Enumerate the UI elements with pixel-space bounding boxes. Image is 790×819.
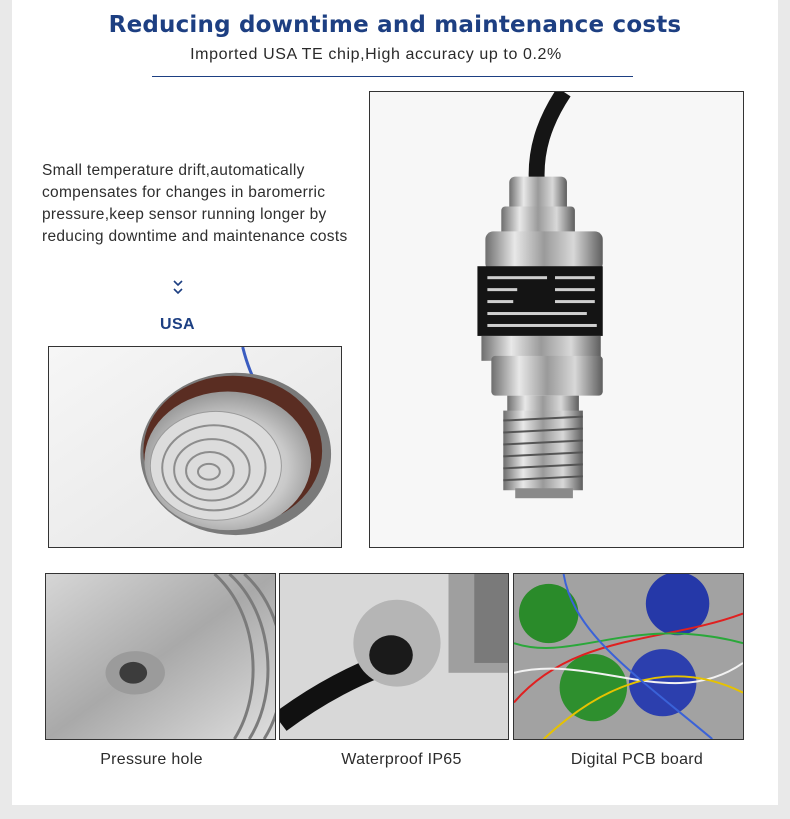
feature-description: Small temperature drift,automatically compensates for changes in baromerric pressure,keep sensor running longer by reducing downtime and maintenance costs <box>42 162 348 245</box>
caption-waterproof: Waterproof IP65 <box>341 751 462 768</box>
pressure-transmitter-photo <box>369 91 744 548</box>
caption-pcb-board: Digital PCB board <box>570 751 704 768</box>
page-title: Reducing downtime and maintenance costs <box>108 12 682 38</box>
caption-pressure-hole: Pressure hole <box>100 751 203 768</box>
chevron-down-icon <box>170 278 186 300</box>
title-divider <box>152 76 633 77</box>
pcb-board-photo <box>513 573 744 740</box>
sensor-diaphragm-photo <box>48 346 342 548</box>
waterproof-gland-photo <box>279 573 509 740</box>
page-subtitle: Imported USA TE chip,High accuracy up to 0.2% <box>190 46 562 63</box>
pressure-hole-photo <box>45 573 276 740</box>
origin-label: USA <box>160 316 195 333</box>
